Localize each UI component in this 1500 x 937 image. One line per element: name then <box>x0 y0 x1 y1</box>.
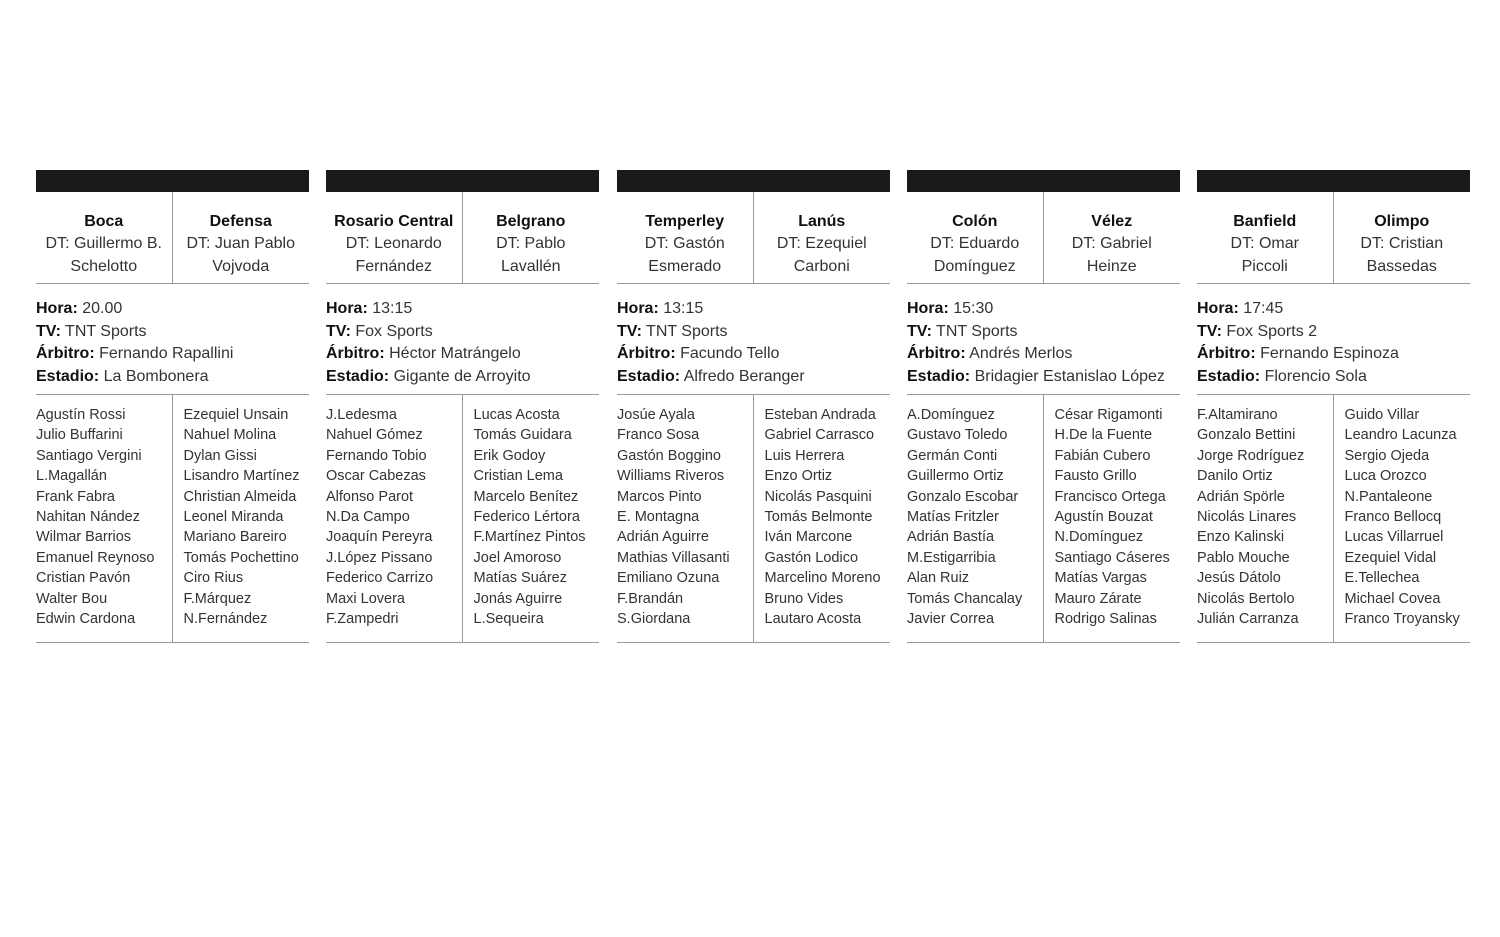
home-team-name: Rosario Central <box>334 213 454 230</box>
arbitro-label: Árbitro: <box>907 345 966 362</box>
away-player: Mariano Bareiro <box>183 529 287 546</box>
teams-row <box>36 192 309 284</box>
away-player: Marcelino Moreno <box>764 570 881 587</box>
home-player: N.Da Campo <box>326 509 410 526</box>
home-player: Adrián Bastía <box>907 529 995 546</box>
away-player: Luca Orozco <box>1344 468 1427 485</box>
home-coach-line1: DT: Eduardo <box>930 235 1020 252</box>
match-tv <box>1197 321 1470 344</box>
match-time <box>617 298 890 321</box>
home-player: Frank Fabra <box>36 488 115 505</box>
home-squad <box>907 395 1044 642</box>
home-player: F.Zampedri <box>326 611 399 628</box>
match-info <box>1197 284 1470 395</box>
match-card <box>1197 170 1470 643</box>
away-squad <box>754 395 891 642</box>
home-player: J.Ledesma <box>326 407 397 423</box>
home-player: Nicolás Linares <box>1197 509 1297 526</box>
estadio-label: Estadio: <box>907 367 971 385</box>
match-time <box>1197 298 1470 321</box>
home-team <box>36 192 173 283</box>
home-player: Jesús Dátolo <box>1197 570 1281 587</box>
home-team-name: Banfield <box>1233 213 1297 230</box>
away-player: N.Domínguez <box>1054 529 1144 546</box>
away-player: Michael Covea <box>1344 590 1441 607</box>
away-coach-line1: DT: Juan Pablo <box>186 235 295 252</box>
away-player: Tomás Pochettino <box>183 549 299 566</box>
home-player: Nahuel Gómez <box>326 427 423 444</box>
home-player: Tomás Chancalay <box>907 590 1023 607</box>
away-player: Leandro Lacunza <box>1344 427 1457 444</box>
away-player: Mauro Zárate <box>1054 590 1142 607</box>
estadio-label: Estadio: <box>1197 367 1261 385</box>
match-header-bar <box>1197 170 1470 192</box>
estadio-label: Estadio: <box>326 367 390 385</box>
match-time <box>326 298 599 321</box>
home-player: Emiliano Ozuna <box>617 570 720 587</box>
home-team <box>326 192 463 283</box>
away-player: Enzo Ortiz <box>764 468 833 485</box>
home-player: Gustavo Toledo <box>907 427 1008 444</box>
match-tv <box>907 321 1180 344</box>
match-referee <box>907 343 1180 366</box>
estadio-label: Estadio: <box>617 367 681 385</box>
arbitro-value: Fernando Espinoza <box>1260 345 1399 362</box>
away-player: Fabián Cubero <box>1054 447 1151 464</box>
home-player: Julián Carranza <box>1197 611 1299 628</box>
home-coach-line2: Fernández <box>355 257 432 275</box>
away-coach-line1: DT: Cristian <box>1360 235 1444 252</box>
match-stadium <box>907 366 1180 389</box>
match-info <box>907 284 1180 395</box>
home-team-name: Boca <box>84 213 124 230</box>
arbitro-value: Héctor Matrángelo <box>389 345 521 362</box>
away-coach <box>1044 233 1181 278</box>
away-player: Dylan Gissi <box>183 447 257 464</box>
away-player: Rodrigo Salinas <box>1054 611 1157 628</box>
home-coach-line2: Domínguez <box>933 257 1016 275</box>
home-team <box>907 192 1044 283</box>
away-coach <box>173 233 310 278</box>
away-player: Guido Villar <box>1344 407 1420 423</box>
home-player: J.López Pissano <box>326 549 433 566</box>
home-player: Edwin Cardona <box>36 611 136 628</box>
away-team-name: Belgrano <box>496 213 566 230</box>
home-player: Jorge Rodríguez <box>1197 447 1305 464</box>
match-tv <box>617 321 890 344</box>
away-coach-line1: DT: Gabriel <box>1071 235 1152 252</box>
home-player: Nahitan Nández <box>36 509 140 526</box>
match-referee <box>326 343 599 366</box>
home-player: Fernando Tobio <box>326 447 427 464</box>
home-player: Santiago Vergini <box>36 447 142 464</box>
tv-value: TNT Sports <box>646 322 728 340</box>
home-player: Alfonso Parot <box>326 488 414 505</box>
away-player: Matías Vargas <box>1054 570 1147 587</box>
estadio-value: Bridagier Estanislao López <box>974 367 1165 385</box>
hora-value: 17:45 <box>1243 300 1284 317</box>
home-player: Enzo Kalinski <box>1197 529 1285 546</box>
hora-label: Hora: <box>36 300 78 317</box>
hora-label: Hora: <box>1197 300 1239 317</box>
home-coach <box>907 233 1043 278</box>
teams-row <box>907 192 1180 284</box>
squads-row <box>36 395 309 643</box>
home-player: Gastón Boggino <box>617 447 721 464</box>
away-player: Iván Marcone <box>764 529 853 546</box>
away-team-name: Defensa <box>209 213 272 230</box>
match-info <box>36 284 309 395</box>
home-coach-line2: Schelotto <box>70 257 138 275</box>
match-stadium <box>1197 366 1470 389</box>
arbitro-value: Andrés Merlos <box>969 345 1073 362</box>
squads-row <box>326 395 599 643</box>
estadio-value: Alfredo Beranger <box>683 367 805 385</box>
away-player: Gastón Lodico <box>764 549 859 566</box>
home-player: Maxi Lovera <box>326 590 405 607</box>
home-coach <box>326 233 462 278</box>
match-referee <box>617 343 890 366</box>
hora-label: Hora: <box>907 300 949 317</box>
home-player: Adrián Spörle <box>1197 488 1285 505</box>
tv-value: Fox Sports <box>355 322 433 340</box>
home-player: Adrián Aguirre <box>617 529 709 546</box>
away-player: Lucas Villarruel <box>1344 529 1444 546</box>
home-coach-line2: Piccoli <box>1241 257 1288 275</box>
home-player: A.Domínguez <box>907 407 995 423</box>
away-squad <box>173 395 310 642</box>
away-coach-line2: Vojvoda <box>212 257 270 275</box>
home-player: Joaquín Pereyra <box>326 529 433 546</box>
away-player: Erik Godoy <box>473 447 546 464</box>
away-player: L.Sequeira <box>473 611 544 628</box>
away-squad <box>1334 395 1471 642</box>
tv-label: TV: <box>907 322 932 340</box>
home-team-name: Colón <box>952 213 998 230</box>
away-player: Francisco Ortega <box>1054 488 1166 505</box>
match-card <box>36 170 309 643</box>
away-player: César Rigamonti <box>1054 407 1163 423</box>
away-team <box>754 192 891 283</box>
match-header-bar <box>907 170 1180 192</box>
home-player: Alan Ruiz <box>907 570 970 587</box>
away-squad <box>463 395 600 642</box>
home-squad <box>1197 395 1334 642</box>
away-coach-line2: Heinze <box>1086 257 1137 275</box>
home-player: Gonzalo Bettini <box>1197 427 1296 444</box>
away-squad <box>1044 395 1181 642</box>
teams-row <box>1197 192 1470 284</box>
away-player: N.Pantaleone <box>1344 488 1433 505</box>
away-player: Nicolás Pasquini <box>764 488 872 505</box>
home-player: Pablo Mouche <box>1197 549 1290 566</box>
home-team <box>1197 192 1334 283</box>
arbitro-value: Fernando Rapallini <box>99 345 234 362</box>
away-coach-line2: Bassedas <box>1366 257 1437 275</box>
tv-label: TV: <box>1197 322 1222 340</box>
home-player: Josúe Ayala <box>617 407 695 423</box>
away-player: N.Fernández <box>183 611 268 628</box>
away-player: H.De la Fuente <box>1054 427 1153 444</box>
home-team <box>617 192 754 283</box>
home-coach <box>617 233 753 278</box>
home-player: Matías Fritzler <box>907 509 999 526</box>
away-player: Bruno Vides <box>764 590 844 607</box>
away-player: Cristian Lema <box>473 468 563 485</box>
home-player: Guillermo Ortiz <box>907 468 1004 485</box>
match-info <box>326 284 599 395</box>
away-player: F.Márquez <box>183 590 252 607</box>
away-player: Tomás Belmonte <box>764 509 873 526</box>
teams-row <box>326 192 599 284</box>
home-player: Agustín Rossi <box>36 407 126 423</box>
away-player: Santiago Cáseres <box>1054 549 1170 566</box>
away-team-name: Vélez <box>1091 213 1133 230</box>
home-player: Franco Sosa <box>617 427 700 444</box>
home-player: L.Magallán <box>36 468 107 485</box>
away-coach <box>463 233 600 278</box>
away-coach-line2: Carboni <box>793 257 850 275</box>
arbitro-label: Árbitro: <box>36 345 95 362</box>
away-player: Jonás Aguirre <box>473 590 563 607</box>
away-team <box>463 192 600 283</box>
estadio-value: La Bombonera <box>103 367 209 385</box>
home-player: M.Estigarribia <box>907 549 996 566</box>
match-info <box>617 284 890 395</box>
home-player: Germán Conti <box>907 447 998 464</box>
tv-value: Fox Sports 2 <box>1226 322 1318 340</box>
home-player: Walter Bou <box>36 590 108 607</box>
away-team-name: Lanús <box>798 213 846 230</box>
home-squad <box>617 395 754 642</box>
home-player: S.Giordana <box>617 611 691 628</box>
hora-label: Hora: <box>617 300 659 317</box>
away-coach <box>754 233 891 278</box>
home-squad <box>36 395 173 642</box>
home-player: Marcos Pinto <box>617 488 702 505</box>
arbitro-label: Árbitro: <box>326 345 385 362</box>
home-coach-line1: DT: Gastón <box>644 235 725 252</box>
match-tv <box>326 321 599 344</box>
away-player: Lucas Acosta <box>473 407 560 423</box>
away-player: Franco Bellocq <box>1344 509 1442 526</box>
home-player: F.Brandán <box>617 590 684 607</box>
estadio-value: Florencio Sola <box>1264 367 1367 385</box>
arbitro-value: Facundo Tello <box>680 345 780 362</box>
home-coach <box>36 233 172 278</box>
match-time <box>907 298 1180 321</box>
home-coach <box>1197 233 1333 278</box>
home-player: Gonzalo Escobar <box>907 488 1019 505</box>
home-coach-line1: DT: Leonardo <box>345 235 442 252</box>
away-player: Christian Almeida <box>183 488 297 505</box>
away-player: Luis Herrera <box>764 447 845 464</box>
squads-row <box>907 395 1180 643</box>
away-team <box>1044 192 1181 283</box>
tv-label: TV: <box>326 322 351 340</box>
match-referee <box>1197 343 1470 366</box>
away-coach-line1: DT: Ezequiel <box>776 235 867 252</box>
away-player: Sergio Ojeda <box>1344 447 1430 464</box>
away-player: Leonel Miranda <box>183 509 284 526</box>
match-header-bar <box>36 170 309 192</box>
home-player: Williams Riveros <box>617 468 725 485</box>
match-card <box>907 170 1180 643</box>
match-stadium <box>36 366 309 389</box>
tv-label: TV: <box>36 322 61 340</box>
away-player: Lautaro Acosta <box>764 611 862 628</box>
away-player: F.Martínez Pintos <box>473 529 586 546</box>
home-player: Javier Correa <box>907 611 995 628</box>
home-player: Danilo Ortiz <box>1197 468 1273 485</box>
away-coach-line1: DT: Pablo <box>496 235 566 252</box>
tv-value: TNT Sports <box>65 322 147 340</box>
match-stadium <box>617 366 890 389</box>
home-player: Julio Buffarini <box>36 427 123 444</box>
squads-row <box>617 395 890 643</box>
away-player: Matías Suárez <box>473 570 567 587</box>
home-player: Mathias Villasanti <box>617 549 730 566</box>
away-player: Franco Troyansky <box>1344 611 1460 628</box>
home-player: Emanuel Reynoso <box>36 549 155 566</box>
home-squad <box>326 395 463 642</box>
away-team-name: Olimpo <box>1374 213 1430 230</box>
home-player: E. Montagna <box>617 509 700 526</box>
tv-value: TNT Sports <box>936 322 1018 340</box>
away-team <box>1334 192 1471 283</box>
hora-value: 15:30 <box>953 300 994 317</box>
home-coach-line2: Esmerado <box>648 257 722 275</box>
match-header-bar <box>617 170 890 192</box>
home-team-name: Temperley <box>645 213 725 230</box>
match-tv <box>36 321 309 344</box>
home-player: Wilmar Barrios <box>36 529 132 546</box>
away-player: Esteban Andrada <box>764 407 876 423</box>
away-player: Tomás Guidara <box>473 427 572 444</box>
match-referee <box>36 343 309 366</box>
away-player: Joel Amoroso <box>473 549 562 566</box>
away-coach <box>1334 233 1471 278</box>
away-player: Ciro Rius <box>183 570 244 587</box>
match-stadium <box>326 366 599 389</box>
arbitro-label: Árbitro: <box>617 345 676 362</box>
home-coach-line1: DT: Guillermo B. <box>45 235 162 252</box>
away-player: Fausto Grillo <box>1054 468 1137 485</box>
squads-row <box>1197 395 1470 643</box>
away-coach-line2: Lavallén <box>500 257 561 275</box>
estadio-label: Estadio: <box>36 367 100 385</box>
hora-value: 13:15 <box>372 300 413 317</box>
home-player: Federico Carrizo <box>326 570 434 587</box>
match-header-bar <box>326 170 599 192</box>
away-player: Agustín Bouzat <box>1054 509 1153 526</box>
arbitro-label: Árbitro: <box>1197 345 1256 362</box>
tv-label: TV: <box>617 322 642 340</box>
home-player: Cristian Pavón <box>36 570 131 587</box>
away-player: Marcelo Benítez <box>473 488 579 505</box>
home-player: Nicolás Bertolo <box>1197 590 1295 607</box>
away-player: Gabriel Carrasco <box>764 427 875 444</box>
home-coach-line1: DT: Omar <box>1230 235 1299 252</box>
away-player: Federico Lértora <box>473 509 580 526</box>
home-player: F.Altamirano <box>1197 407 1278 423</box>
match-card <box>617 170 890 643</box>
hora-value: 20.00 <box>82 300 123 317</box>
away-player: Nahuel Molina <box>183 427 277 444</box>
match-card <box>326 170 599 643</box>
match-time <box>36 298 309 321</box>
hora-label: Hora: <box>326 300 368 317</box>
away-team <box>173 192 310 283</box>
hora-value: 13:15 <box>663 300 704 317</box>
away-player: Lisandro Martínez <box>183 468 300 485</box>
teams-row <box>617 192 890 284</box>
home-player: Oscar Cabezas <box>326 468 426 485</box>
away-player: Ezequiel Unsain <box>183 407 289 423</box>
away-player: E.Tellechea <box>1344 570 1420 587</box>
away-player: Ezequiel Vidal <box>1344 549 1437 566</box>
estadio-value: Gigante de Arroyito <box>393 367 531 385</box>
